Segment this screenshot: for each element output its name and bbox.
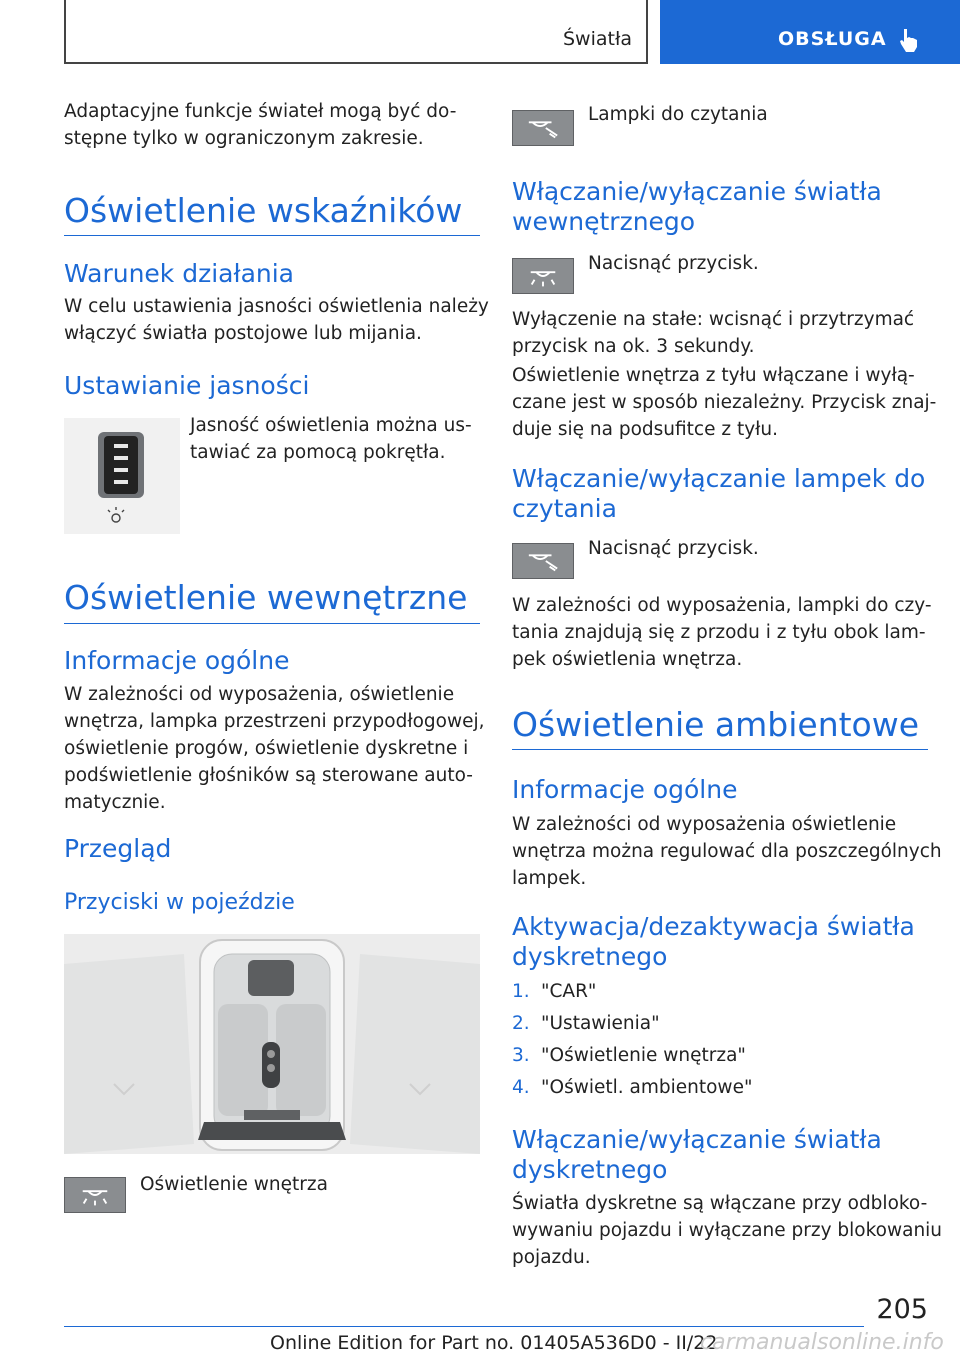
text-line: Adaptacyjne funkcje świateł mogą być do- bbox=[64, 101, 457, 122]
dimmer-wheel-icon bbox=[64, 418, 180, 534]
heading-wlaczanie-lampek bbox=[512, 464, 925, 524]
header-section-box bbox=[64, 0, 648, 64]
chapter-tab-label: OBSŁUGA bbox=[778, 28, 887, 50]
heading-line: czytania bbox=[512, 494, 617, 523]
heading-ustawianie: Ustawianie jasności bbox=[64, 371, 310, 400]
chapter-tab[interactable] bbox=[660, 0, 960, 64]
paragraph-informacje bbox=[64, 681, 485, 816]
text-line: W zależności od wyposażenia oświetlenie bbox=[512, 814, 897, 835]
text-nacisnac: Nacisnąć przycisk. bbox=[588, 538, 759, 559]
step-text: "Oświetl. ambientowe" bbox=[541, 1077, 753, 1098]
heading-warunek: Warunek działania bbox=[64, 259, 295, 288]
heading-oswietlenie-wewnetrzne: Oświetlenie wewnętrzne bbox=[64, 578, 468, 617]
step-text: "Ustawienia" bbox=[541, 1013, 660, 1034]
text-line: tania znajdują się z przodu i z tyłu obok lam- bbox=[512, 622, 926, 643]
text-line: stępne tylko w ograniczonym zakresie. bbox=[64, 128, 424, 149]
heading-rule bbox=[64, 623, 480, 624]
step-number: 3. bbox=[512, 1045, 530, 1066]
text-line: W zależności od wyposażenia, lampki do czy- bbox=[512, 595, 932, 616]
interior-light-button-icon bbox=[64, 1177, 126, 1213]
interior-light-icon bbox=[513, 259, 573, 293]
footer-edition: Online Edition for Part no. 01405A536D0 - II/22 bbox=[270, 1332, 718, 1354]
text-line: Światła dyskretne są włączane przy odbloko- bbox=[512, 1193, 928, 1214]
reading-light-button-icon bbox=[512, 543, 574, 579]
step-number: 2. bbox=[512, 1013, 530, 1034]
paragraph-ustawianie bbox=[190, 412, 472, 466]
text-line: W celu ustawienia jasności oświetlenia należy bbox=[64, 296, 489, 317]
dimmer-wheel-image bbox=[64, 418, 180, 534]
heading-oswietlenie-wskaznikow: Oświetlenie wskaźników bbox=[64, 191, 463, 230]
interior-light-button-icon bbox=[512, 258, 574, 294]
intro-paragraph bbox=[64, 98, 456, 152]
section-title: Światła bbox=[562, 28, 632, 50]
paragraph-lampki bbox=[512, 592, 932, 673]
heading-informacje-ogolne: Informacje ogólne bbox=[512, 775, 738, 804]
interior-light-icon bbox=[65, 1178, 125, 1212]
heading-line: Włączanie/wyłączanie lampek do bbox=[512, 464, 926, 493]
text-line: pojazdu. bbox=[512, 1247, 591, 1268]
text-line: lampek. bbox=[512, 868, 587, 889]
heading-oswietlenie-ambientowe: Oświetlenie ambientowe bbox=[512, 705, 920, 744]
text-line: wywaniu pojazdu i wyłączane przy blokowaniu bbox=[512, 1220, 943, 1241]
paragraph-wylaczenie bbox=[512, 306, 914, 360]
text-line: włączyć światła postojowe lub mijania. bbox=[64, 323, 422, 344]
text-line: przycisk na ok. 3 sekundy. bbox=[512, 336, 755, 357]
text-line: czane jest w sposób niezależny. Przycisk znaj- bbox=[512, 392, 937, 413]
heading-line: Aktywacja/dezaktywacja światła bbox=[512, 912, 915, 941]
step-number: 1. bbox=[512, 981, 530, 1002]
heading-informacje-ogolne: Informacje ogólne bbox=[64, 646, 290, 675]
heading-aktywacja bbox=[512, 912, 915, 972]
text-line: Jasność oświetlenia można us- bbox=[190, 415, 472, 436]
heading-rule bbox=[512, 749, 928, 750]
heading-line: wewnętrznego bbox=[512, 207, 696, 236]
text-nacisnac: Nacisnąć przycisk. bbox=[588, 253, 759, 274]
overhead-console-illustration bbox=[64, 934, 480, 1154]
text-line: pek oświetlenia wnętrza. bbox=[512, 649, 743, 670]
caption-reading: Lampki do czytania bbox=[588, 104, 768, 125]
reading-light-icon bbox=[513, 111, 573, 145]
heading-przyciski: Przyciski w pojeździe bbox=[64, 890, 295, 915]
text-line: matycznie. bbox=[64, 792, 166, 813]
text-line: wnętrza można regulować dla poszczególnych bbox=[512, 841, 942, 862]
text-line: tawiać za pomocą pokrętła. bbox=[190, 442, 446, 463]
reading-light-icon bbox=[513, 544, 573, 578]
step-text: "CAR" bbox=[541, 981, 597, 1002]
heading-line: Włączanie/wyłączanie światła bbox=[512, 1125, 882, 1154]
hand-pointer-icon bbox=[898, 27, 920, 53]
overhead-console-image bbox=[64, 934, 480, 1154]
heading-line: dyskretnego bbox=[512, 942, 668, 971]
text-line: duje się na podsufitce z tyłu. bbox=[512, 419, 779, 440]
text-line: Oświetlenie wnętrza z tyłu włączane i wyłą- bbox=[512, 365, 915, 386]
step-text: "Oświetlenie wnętrza" bbox=[541, 1045, 746, 1066]
text-line: W zależności od wyposażenia, oświetlenie bbox=[64, 684, 455, 705]
heading-przeglad: Przegląd bbox=[64, 834, 172, 863]
heading-wlaczanie-wewnetrznego bbox=[512, 177, 882, 237]
watermark: carmanualsonline.info bbox=[700, 1330, 944, 1355]
text-line: wnętrza, lampka przestrzeni przypodłogowej, bbox=[64, 711, 485, 732]
paragraph-tyl bbox=[512, 362, 936, 443]
caption-interior: Oświetlenie wnętrza bbox=[140, 1174, 328, 1195]
text-line: Wyłączenie na stałe: wcisnąć i przytrzymać bbox=[512, 309, 915, 330]
heading-line: Włączanie/wyłączanie światła bbox=[512, 177, 882, 206]
heading-wlaczanie-dyskretnego bbox=[512, 1125, 882, 1185]
reading-light-button-icon bbox=[512, 110, 574, 146]
text-line: podświetlenie głośników są sterowane auto- bbox=[64, 765, 473, 786]
paragraph-informacje bbox=[512, 811, 942, 892]
paragraph-warunek bbox=[64, 293, 489, 347]
page-number: 205 bbox=[876, 1294, 928, 1325]
text-line: oświetlenie progów, oświetlenie dyskretne i bbox=[64, 738, 469, 759]
footer-rule bbox=[64, 1326, 864, 1327]
heading-rule bbox=[64, 235, 480, 236]
step-number: 4. bbox=[512, 1077, 530, 1098]
heading-line: dyskretnego bbox=[512, 1155, 668, 1184]
paragraph-dyskretne bbox=[512, 1190, 942, 1271]
